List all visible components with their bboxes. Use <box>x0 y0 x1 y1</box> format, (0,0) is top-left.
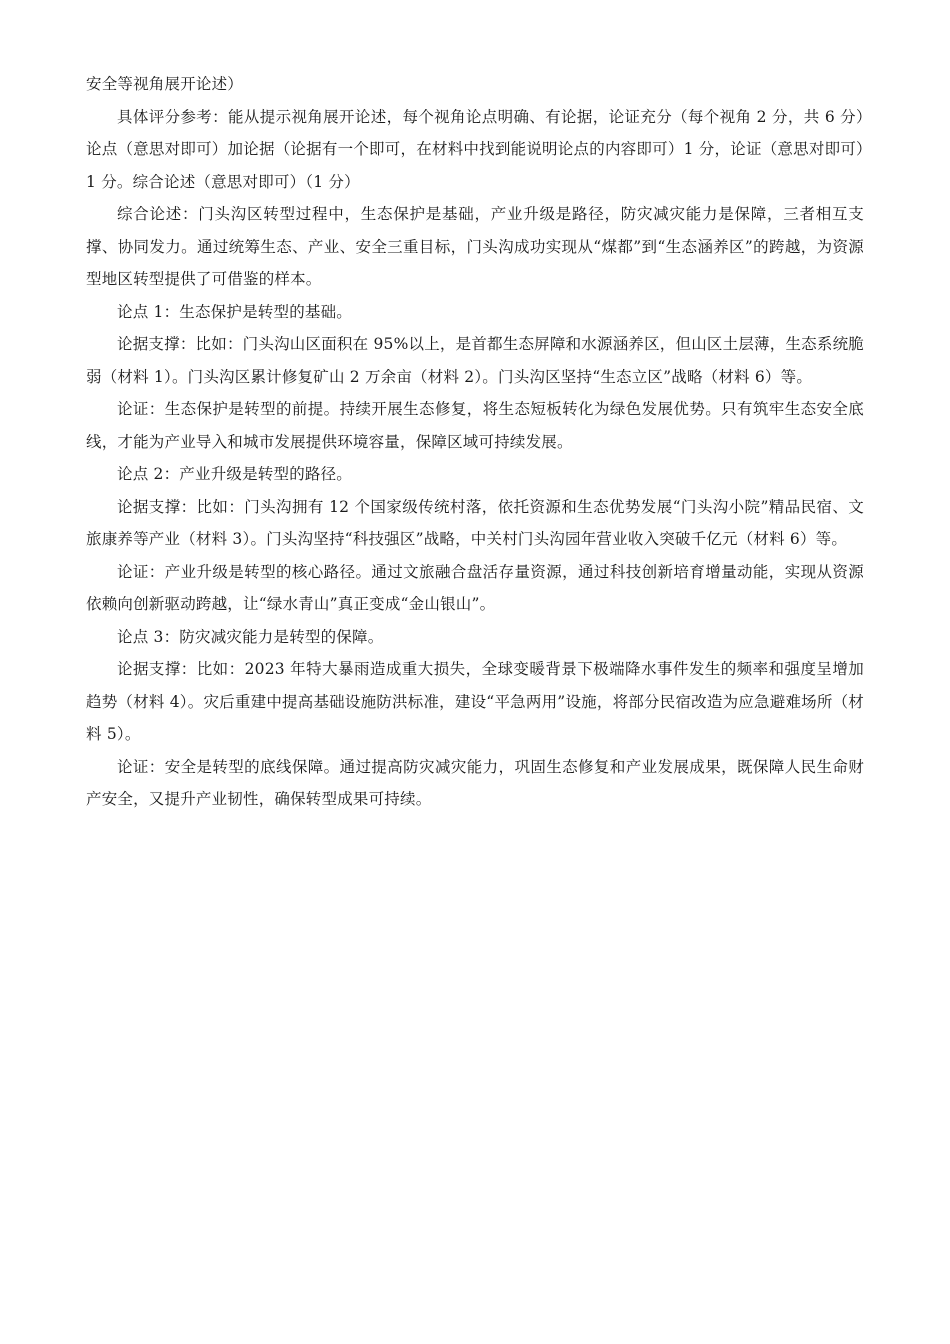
paragraph-thesis-3: 论点 3：防灾减灾能力是转型的保障。 <box>117 627 384 646</box>
paragraph-intro-fragment: 安全等视角展开论述） <box>86 75 244 93</box>
paragraph-evidence-1: 论据支撑：比如：门头沟山区面积在 95%以上，是首都生态屏障和水源涵养区，但山区土层薄，生态系统脆弱（材料 1）。门头沟区累计修复矿山 2 万余亩（材料 2）。门头沟区坚持“生态立区”战略（材料 6）等。 <box>86 335 864 386</box>
paragraph-scoring-reference: 具体评分参考：能从提示视角展开论述，每个视角论点明确、有论据，论证充分（每个视角 2 分，共 6 分）论点（意思对即可）加论据（论据有一个即可，在材料中找到能说明论点的内容即可）1 分，论证（意思对即可）1 分。综合论述（意思对即可）（1 分） <box>86 107 864 191</box>
paragraph-argument-3: 论证：安全是转型的底线保障。通过提高防灾减灾能力，巩固生态修复和产业发展成果，既保障人民生命财产安全，又提升产业韧性，确保转型成果可持续。 <box>86 757 864 808</box>
paragraph-argument-1: 论证：生态保护是转型的前提。持续开展生态修复，将生态短板转化为绿色发展优势。只有筑牢生态安全底线，才能为产业导入和城市发展提供环境容量，保障区域可持续发展。 <box>86 400 864 451</box>
paragraph-evidence-3: 论据支撑：比如：2023 年特大暴雨造成重大损失，全球变暖背景下极端降水事件发生的频率和强度呈增加趋势（材料 4）。灾后重建中提高基础设施防洪标准，建设“平急两用”设施，将部分民宿改造为应急避难场所（材料 5）。 <box>86 660 864 743</box>
document-page <box>86 68 864 816</box>
paragraph-evidence-2: 论据支撑：比如：门头沟拥有 12 个国家级传统村落，依托资源和生态优势发展“门头沟小院”精品民宿、文旅康养等产业（材料 3）。门头沟坚持“科技强区”战略，中关村门头沟园年营业收入突破千亿元（材料 6）等。 <box>86 497 864 548</box>
paragraph-thesis-1: 论点 1：生态保护是转型的基础。 <box>117 302 352 321</box>
paragraph-argument-2: 论证：产业升级是转型的核心路径。通过文旅融合盘活存量资源，通过科技创新培育增量动能，实现从资源依赖向创新驱动跨越，让“绿水青山”真正变成“金山银山”。 <box>86 562 864 613</box>
paragraph-comprehensive-discussion: 综合论述：门头沟区转型过程中，生态保护是基础，产业升级是路径，防灾减灾能力是保障，三者相互支撑、协同发力。通过统筹生态、产业、安全三重目标，门头沟成功实现从“煤都”到“生态涵养区”的跨越，为资源型地区转型提供了可借鉴的样本。 <box>86 205 864 288</box>
paragraph-thesis-2: 论点 2：产业升级是转型的路径。 <box>117 465 352 483</box>
